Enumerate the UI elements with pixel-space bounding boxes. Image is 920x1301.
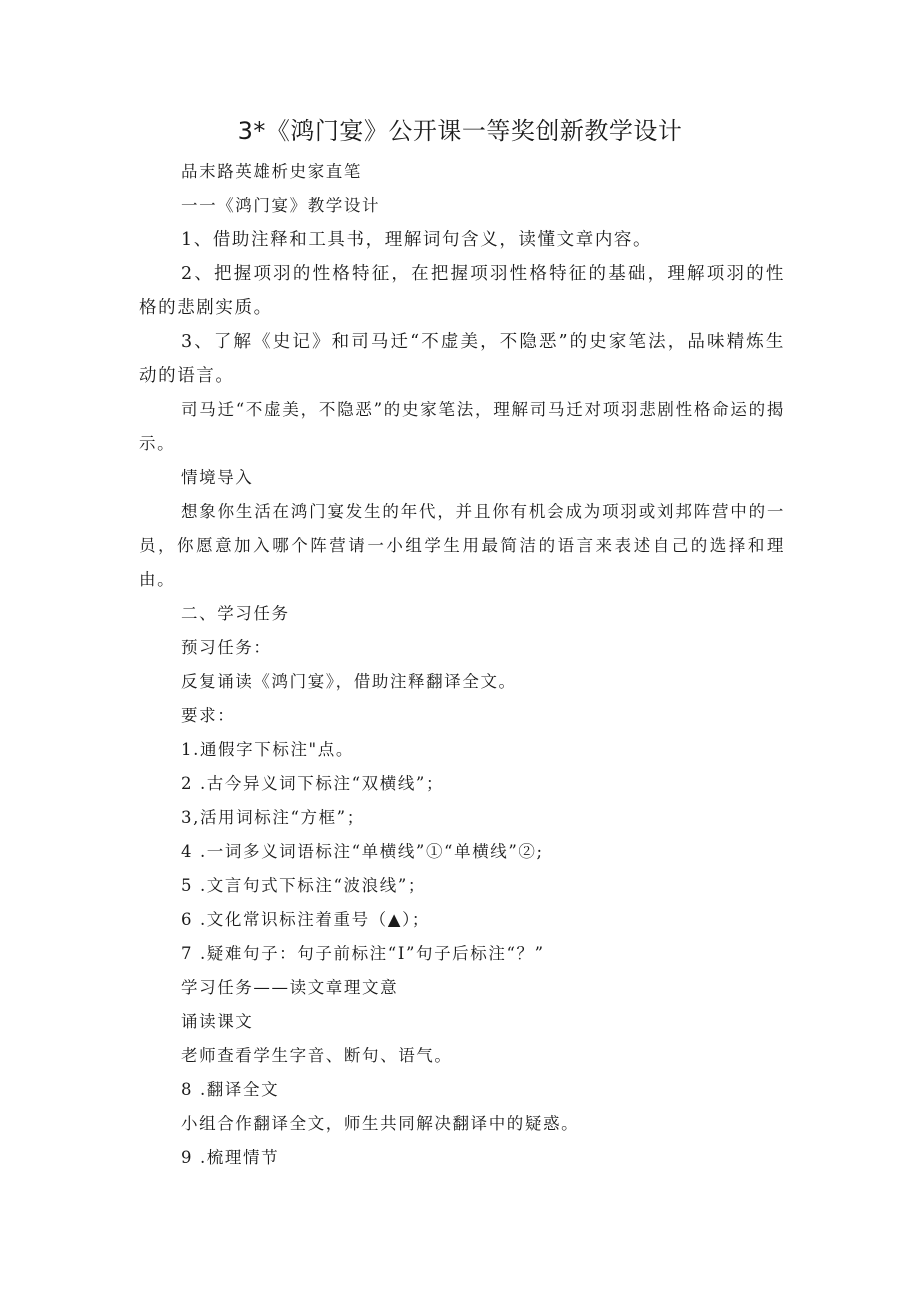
requirement-item-5: 5 .文言句式下标注“波浪线”； bbox=[181, 876, 426, 895]
section-situation-intro: 情境导入 bbox=[181, 468, 254, 487]
requirement-item-1: 1.通假字下标注"点。 bbox=[181, 740, 354, 759]
objective-2: 2、把握项羽的性格特征，在把握项羽性格特征的基础，理解项羽的性格的悲剧实质。 bbox=[139, 264, 785, 318]
teacher-check-text: 老师查看学生字音、断句、语气。 bbox=[181, 1046, 453, 1065]
requirement-item-4: 4 .一词多义词语标注“单横线”①“单横线”②; bbox=[181, 842, 544, 861]
section-learning-tasks: 二、学习任务 bbox=[181, 604, 290, 623]
subtitle-line: 品末路英雄析史家直笔 bbox=[181, 162, 362, 181]
requirements-label: 要求： bbox=[181, 706, 236, 725]
design-heading: 一一《鸿门宴》教学设计 bbox=[181, 196, 381, 215]
requirement-item-6: 6 .文化常识标注着重号（▲）； bbox=[181, 910, 431, 929]
preview-task-label: 预习任务： bbox=[181, 638, 272, 657]
step-8-translate: 8 .翻译全文 bbox=[181, 1080, 280, 1099]
recite-text-label: 诵读课文 bbox=[181, 1012, 254, 1031]
group-translate-text: 小组合作翻译全文，师生共同解决翻译中的疑惑。 bbox=[181, 1114, 580, 1133]
key-point-paragraph: 司马迁“不虚美，不隐恶”的史家笔法，理解司马迁对项羽悲剧性格命运的揭示。 bbox=[139, 400, 785, 453]
task-reading-heading: 学习任务——读文章理文意 bbox=[181, 978, 399, 997]
preview-task-text: 反复诵读《鸿门宴》，借助注释翻译全文。 bbox=[181, 672, 517, 691]
situation-paragraph: 想象你生活在鸿门宴发生的年代，并且你有机会成为项羽或刘邦阵营中的一员，你愿意加入哪个阵营请一小组学生用最简洁的语言来表述自己的选择和理由。 bbox=[139, 502, 785, 589]
document-title: 3*《鸿门宴》公开课一等奖创新教学设计 bbox=[237, 117, 683, 145]
document-body bbox=[139, 155, 785, 1175]
requirement-item-3: 3,活用词标注“方框”； bbox=[181, 808, 365, 827]
requirement-item-2: 2 .古今异义词下标注“双横线”； bbox=[181, 774, 445, 793]
requirement-item-7: 7 .疑难句子：句子前标注“I”句子后标注“？” bbox=[181, 944, 545, 963]
step-9-plot: 9 .梳理情节 bbox=[181, 1148, 280, 1167]
objective-3: 3、了解《史记》和司马迁“不虚美，不隐恶”的史家笔法，品味精炼生动的语言。 bbox=[139, 332, 785, 386]
objective-1: 1、借助注释和工具书，理解词句含义，读懂文章内容。 bbox=[181, 230, 653, 250]
